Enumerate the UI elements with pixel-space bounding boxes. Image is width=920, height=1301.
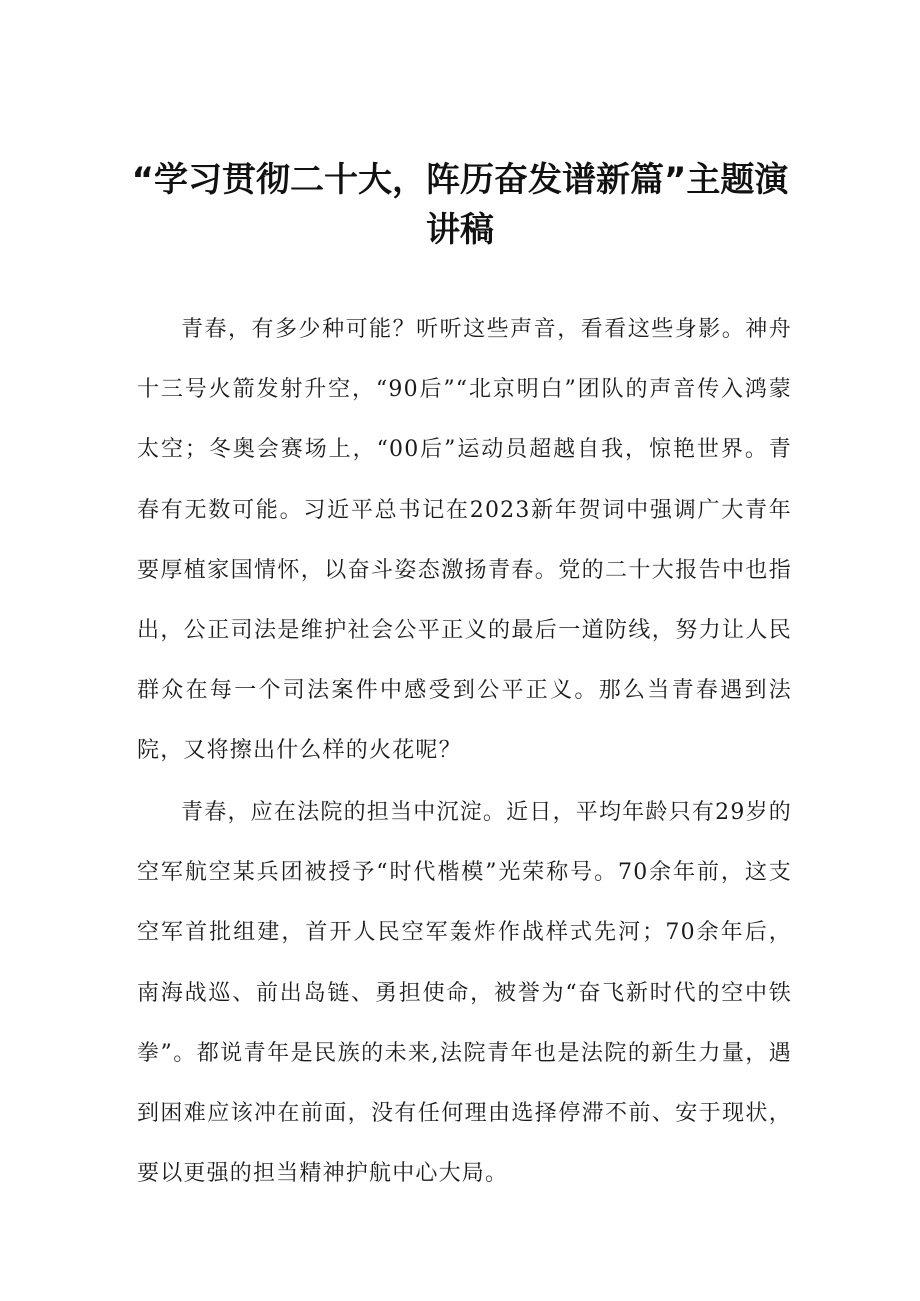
paragraph-1: 青春，有多少种可能？听听这些声音，看看这些身影。神舟十三号火箭发射升空，“90后”“北京明白”团队的声音传入鸿蒙太空；冬奥会赛场上，“00后”运动员超越自我，惊艳世界。青春有无数可能。习近平总书记在2023新年贺词中强调广大青年要厚植家国情怀，以奋斗姿态激扬青春。党的二十大报告中也指出，公正司法是维护社会公平正义的最后一道防线，努力让人民群众在每一个司法案件中感受到公平正义。那么当青春遇到法院，又将擦出什么样的火花呢？ (137, 317, 792, 764)
paragraph-2: 青春，应在法院的担当中沉淀。近日，平均年龄只有29岁的空军航空某兵团被授予“时代楷模”光荣称号。70余年前，这支空军首批组建，首开人民空军轰炸作战样式先河；70余年后，南海战巡、前出岛链、勇担使命，被誉为“奋飞新时代的空中铁拳”。都说青年是民族的未来,法院青年也是法院的新生力量，遇到困难应该冲在前面，没有任何理由选择停滞不前、安于现状，要以更强的担当精神护航中心大局。 (137, 800, 792, 1187)
document-title: “学习贯彻二十大，阵历奋发谱新篇”主题演讲稿 (131, 160, 789, 250)
